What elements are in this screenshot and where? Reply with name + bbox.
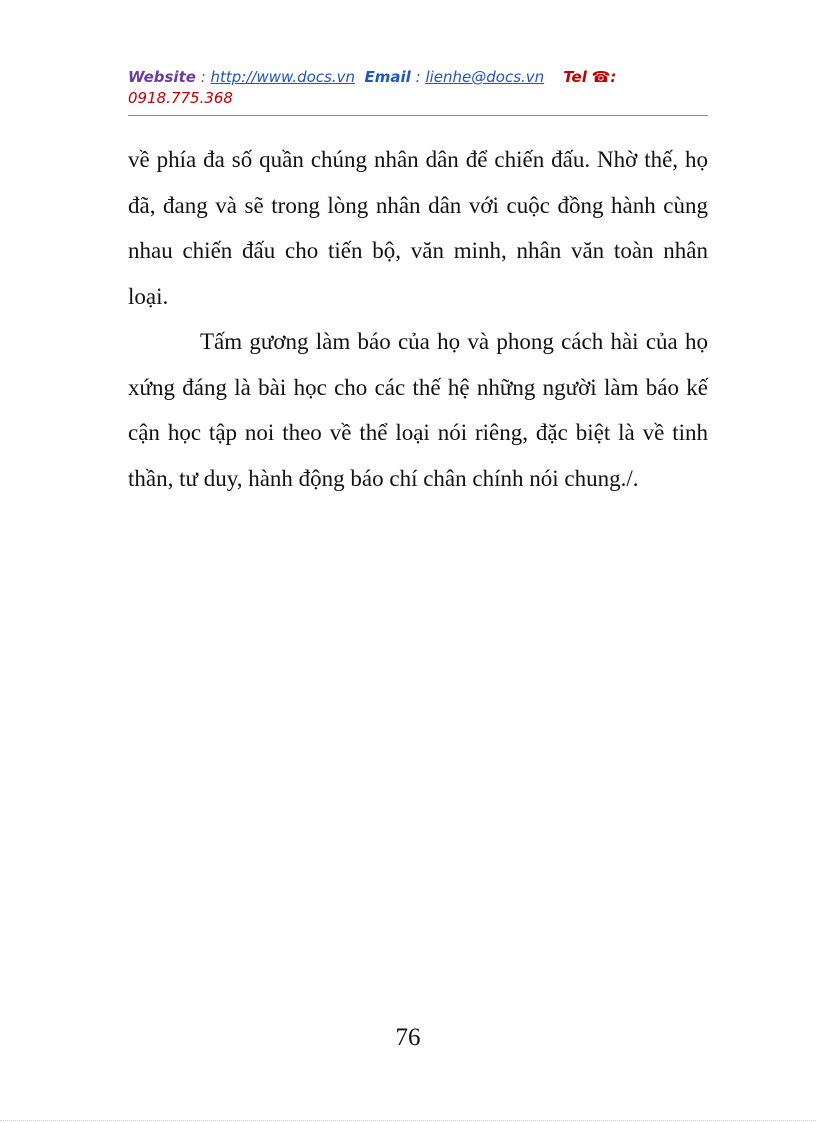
- email-link[interactable]: lienhe@docs.vn: [425, 68, 545, 86]
- document-body: [128, 137, 708, 501]
- page-header: [128, 67, 708, 109]
- website-label: Website: [128, 68, 196, 86]
- tel-label: Tel: [563, 68, 587, 86]
- header-contact-line: [128, 67, 708, 88]
- paragraph-2: Tấm gương làm báo của họ và phong cách hài của họ xứng đáng là bài học cho các thế hệ những người làm báo kế cận học tập noi theo về thể loại nói riêng, đặc biệt là về tinh thần, tư duy, hành động báo chí chân chính nói chung./.: [128, 329, 708, 491]
- phone-icon: ☎: [591, 68, 611, 86]
- email-label: Email: [364, 68, 411, 86]
- paragraph-1: về phía đa số quần chúng nhân dân để chiến đấu. Nhờ thế, họ đã, đang và sẽ trong lòng nhân dân với cuộc đồng hành cùng nhau chiến đấu cho tiến bộ, văn minh, nhân văn toàn nhân loại.: [128, 147, 708, 309]
- website-link[interactable]: http://www.docs.vn: [210, 68, 355, 86]
- footer-divider: [0, 1120, 816, 1121]
- phone-number: 0918.775.368: [128, 89, 233, 107]
- email-separator: :: [415, 68, 426, 86]
- header-divider: [128, 115, 708, 116]
- tel-separator: :: [610, 68, 617, 86]
- page-number: 76: [395, 1024, 421, 1051]
- website-separator: :: [195, 68, 211, 86]
